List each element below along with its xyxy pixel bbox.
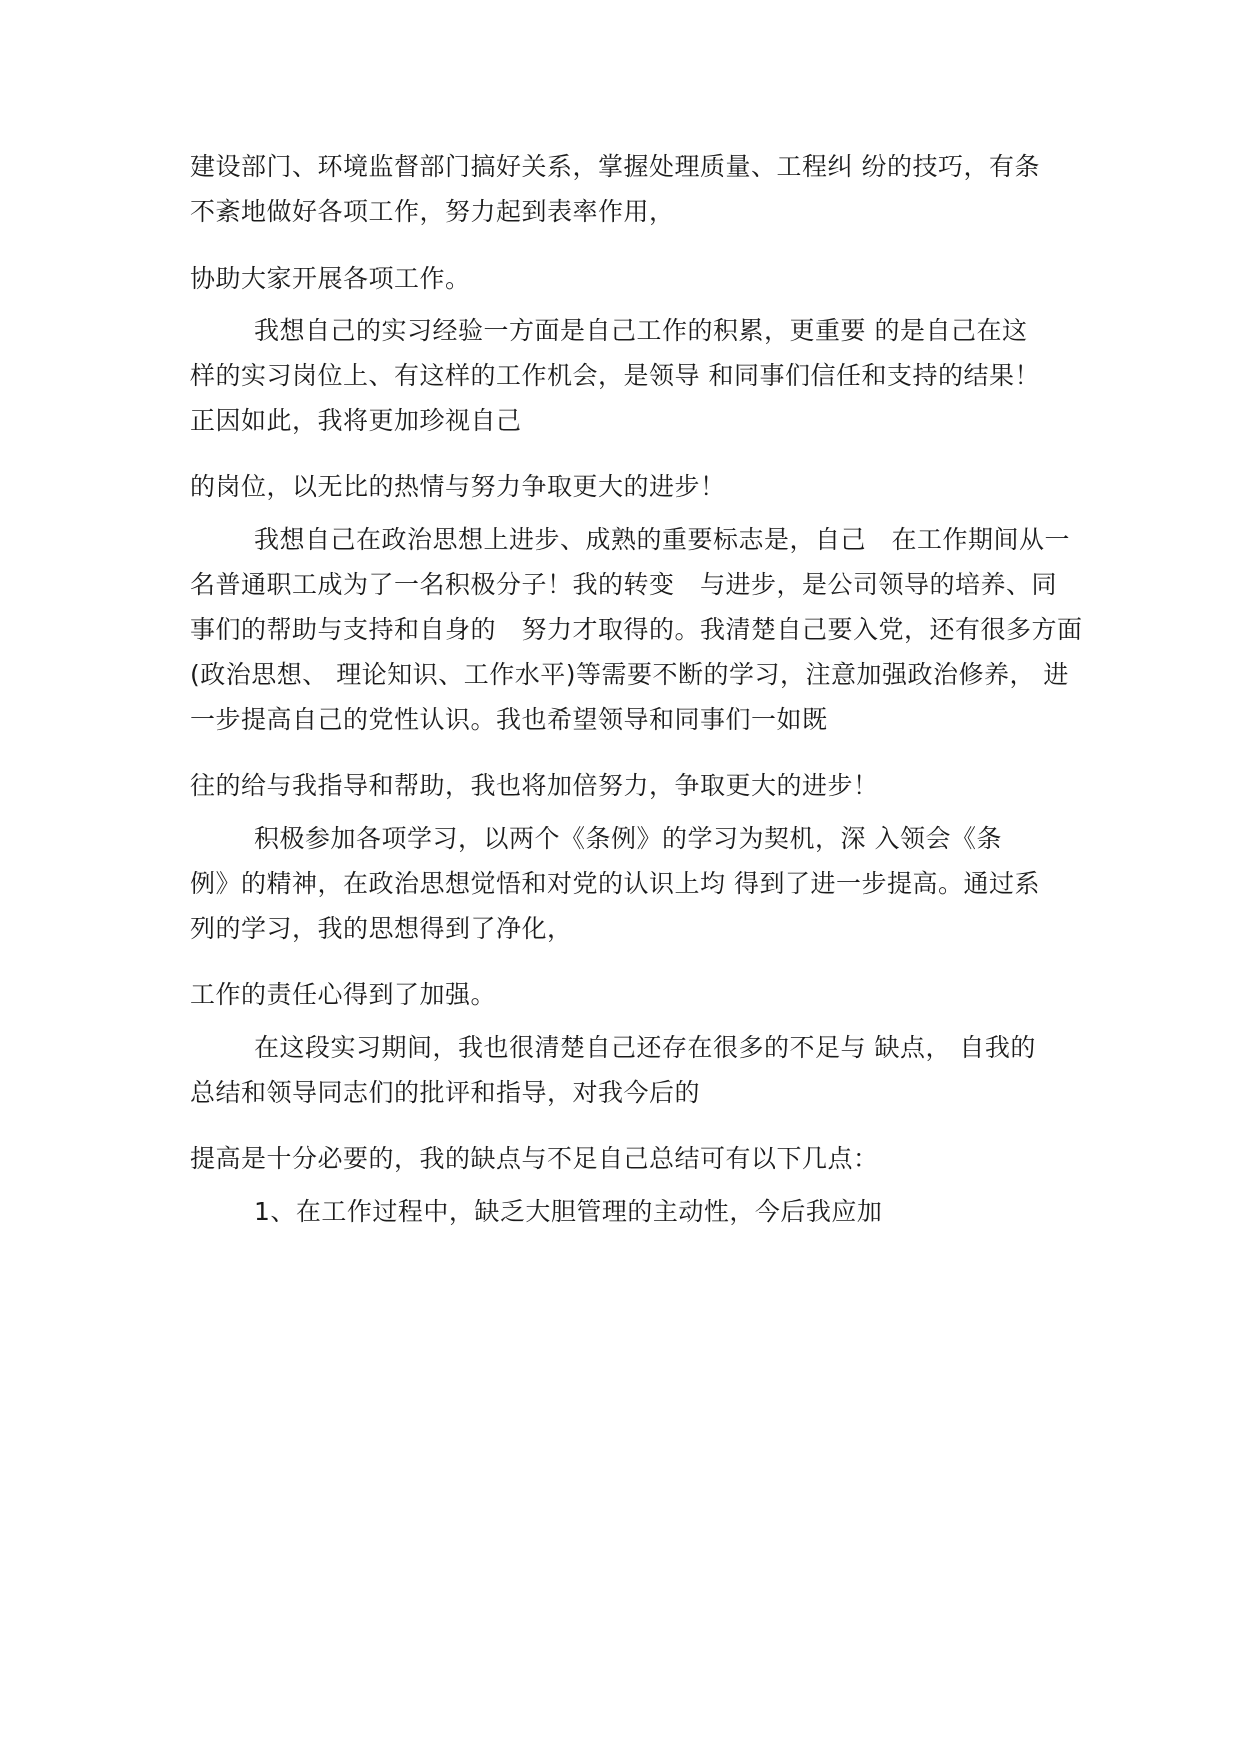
paragraph-line: 例》的精神，在政治思想觉悟和对党的认识上均 得到了进一步提高。通过系 xyxy=(190,869,1040,898)
paragraph-line: 总结和领导同志们的批评和指导，对我今后的 xyxy=(190,1078,701,1107)
paragraph-line: 我想自己在政治思想上进步、成熟的重要标志是，自己 在工作期间从一 xyxy=(254,525,1071,554)
paragraph-line: 工作的责任心得到了加强。 xyxy=(190,980,497,1009)
paragraph-line: (政治思想、 理论知识、工作水平)等需要不断的学习，注意加强政治修养， 进 xyxy=(190,660,1069,689)
paragraph-line: 协助大家开展各项工作。 xyxy=(190,264,471,293)
paragraph-line: 正因如此，我将更加珍视自己 xyxy=(190,406,522,435)
paragraph-line: 样的实习岗位上、有这样的工作机会，是领导 和同事们信任和支持的结果！ xyxy=(190,361,1040,390)
paragraph-line: 名普通职工成为了一名积极分子！我的转变 与进步，是公司领导的培养、同 xyxy=(190,570,1058,599)
paragraph-line: 积极参加各项学习，以两个《条例》的学习为契机，深 入领会《条 xyxy=(254,824,1002,853)
paragraph-line: 建设部门、环境监督部门搞好关系，掌握处理质量、工程纠 纷的技巧，有条 xyxy=(190,152,1040,181)
paragraph-line: 列的学习，我的思想得到了净化， xyxy=(190,914,573,943)
paragraph-line: 我想自己的实习经验一方面是自己工作的积累，更重要 的是自己在这 xyxy=(254,316,1028,345)
paragraph-line: 一步提高自己的党性认识。我也希望领导和同事们一如既 xyxy=(190,705,828,734)
list-item-line: 1、在工作过程中，缺乏大胆管理的主动性，今后我应加 xyxy=(254,1197,883,1226)
paragraph-line: 提高是十分必要的，我的缺点与不足自己总结可有以下几点： xyxy=(190,1144,879,1173)
paragraph-line: 往的给与我指导和帮助，我也将加倍努力，争取更大的进步！ xyxy=(190,771,879,800)
paragraph-line: 不紊地做好各项工作，努力起到表率作用， xyxy=(190,197,675,226)
paragraph-line: 在这段实习期间，我也很清楚自己还存在很多的不足与 缺点， 自我的 xyxy=(254,1033,1036,1062)
paragraph-line: 事们的帮助与支持和自身的 努力才取得的。我清楚自己要入党，还有很多方面 xyxy=(190,615,1083,644)
paragraph-line: 的岗位，以无比的热情与努力争取更大的进步！ xyxy=(190,472,726,501)
